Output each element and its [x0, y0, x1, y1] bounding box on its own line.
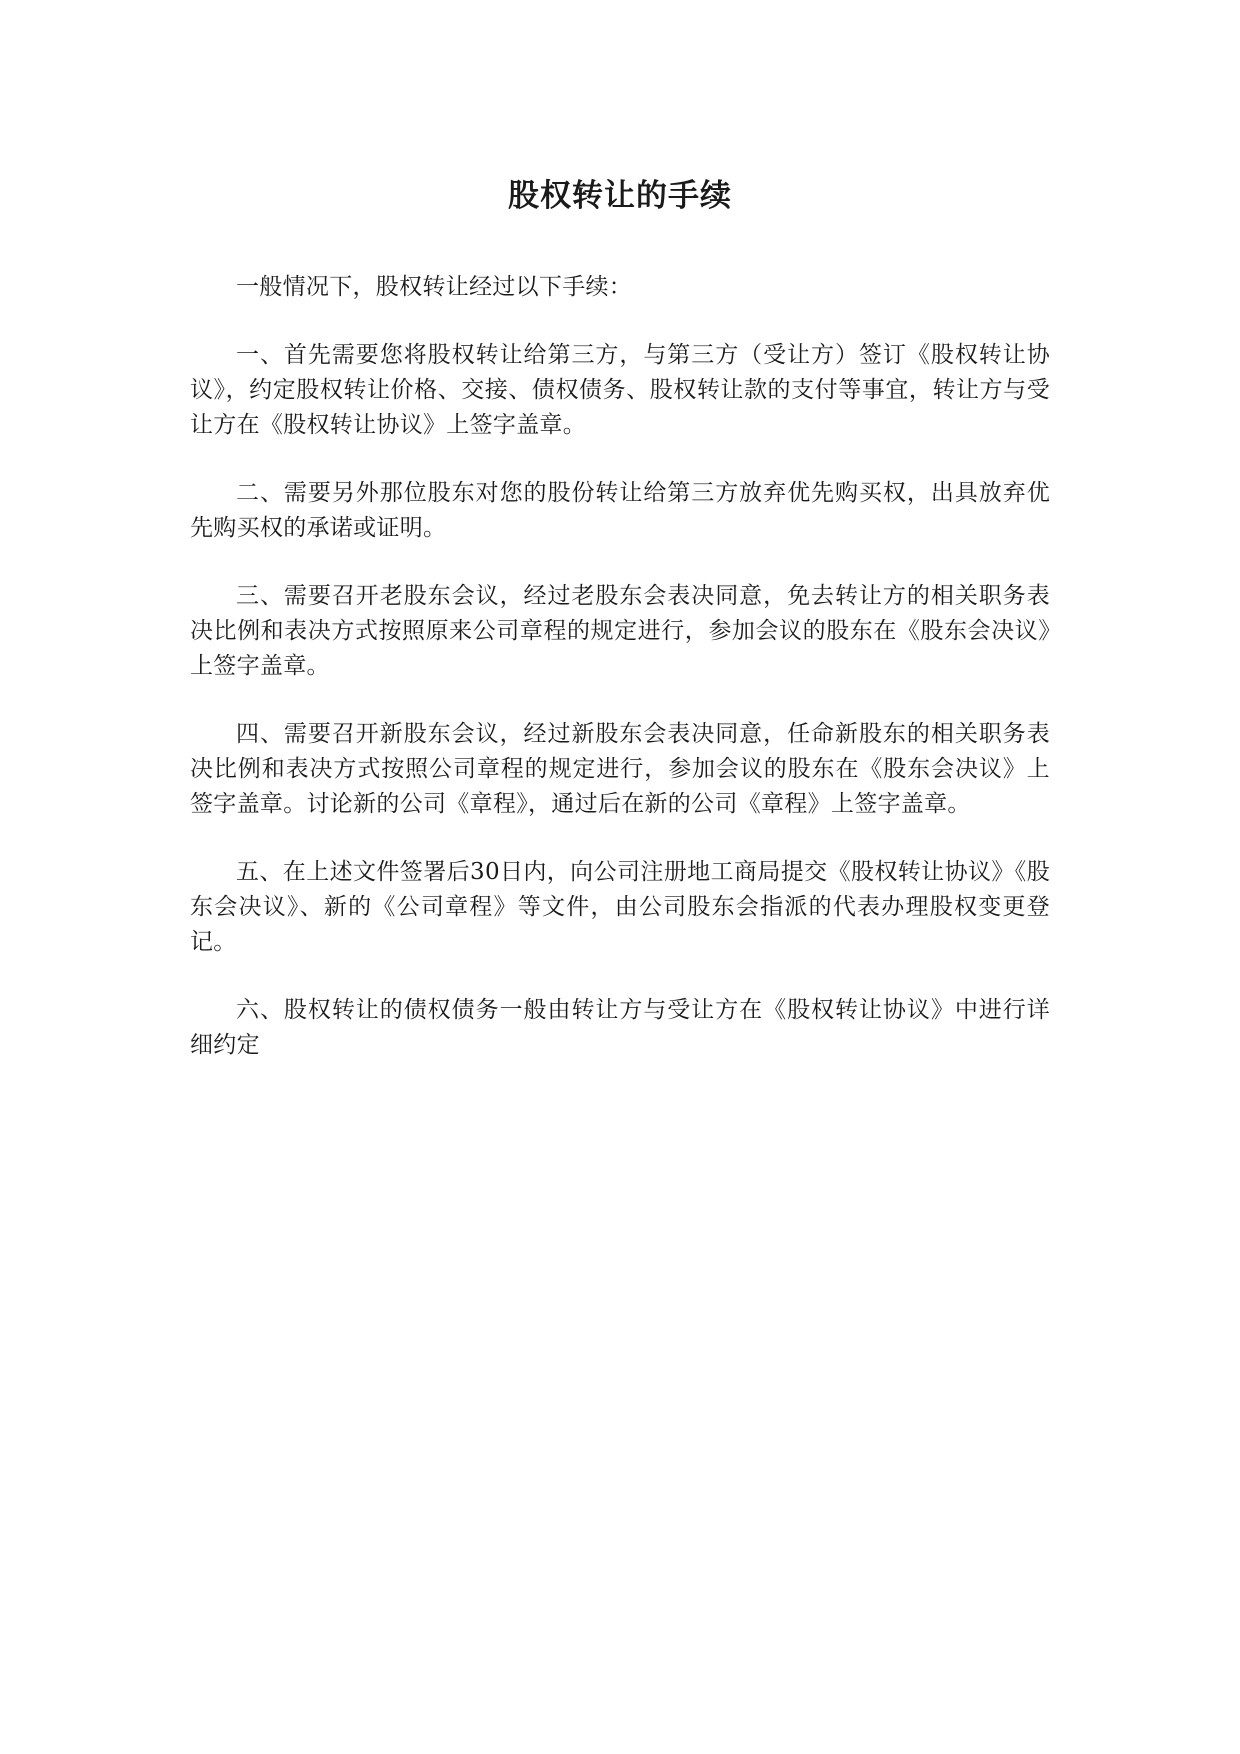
step-paragraph-6: 六、股权转让的债权债务一般由转让方与受让方在《股权转让协议》中进行详细约定	[190, 997, 1050, 1058]
intro-paragraph: 一般情况下，股权转让经过以下手续：	[236, 274, 633, 300]
step-paragraph-2: 二、需要另外那位股东对您的股份转让给第三方放弃优先购买权，出具放弃优先购买权的承诺或证明。	[190, 480, 1050, 541]
step-paragraph-3: 三、需要召开老股东会议，经过老股东会表决同意，免去转让方的相关职务表决比例和表决方式按照原来公司章程的规定进行，参加会议的股东在《股东会决议》上签字盖章。	[190, 583, 1050, 679]
step-paragraph-4: 四、需要召开新股东会议，经过新股东会表决同意，任命新股东的相关职务表决比例和表决方式按照公司章程的规定进行，参加会议的股东在《股东会决议》上签字盖章。讨论新的公司《章程》，通过后在新的公司《章程》上签字盖章。	[190, 721, 1050, 817]
document-title: 股权转让的手续	[508, 178, 732, 214]
document-page	[190, 160, 1050, 1096]
step-paragraph-1: 一、首先需要您将股权转让给第三方，与第三方（受让方）签订《股权转让协议》，约定股权转让价格、交接、债权债务、股权转让款的支付等事宜，转让方与受让方在《股权转让协议》上签字盖章。	[190, 342, 1050, 438]
step-paragraph-5: 五、在上述文件签署后30日内，向公司注册地工商局提交《股权转让协议》《股东会决议》、新的《公司章程》等文件，由公司股东会指派的代表办理股权变更登记。	[190, 859, 1050, 955]
